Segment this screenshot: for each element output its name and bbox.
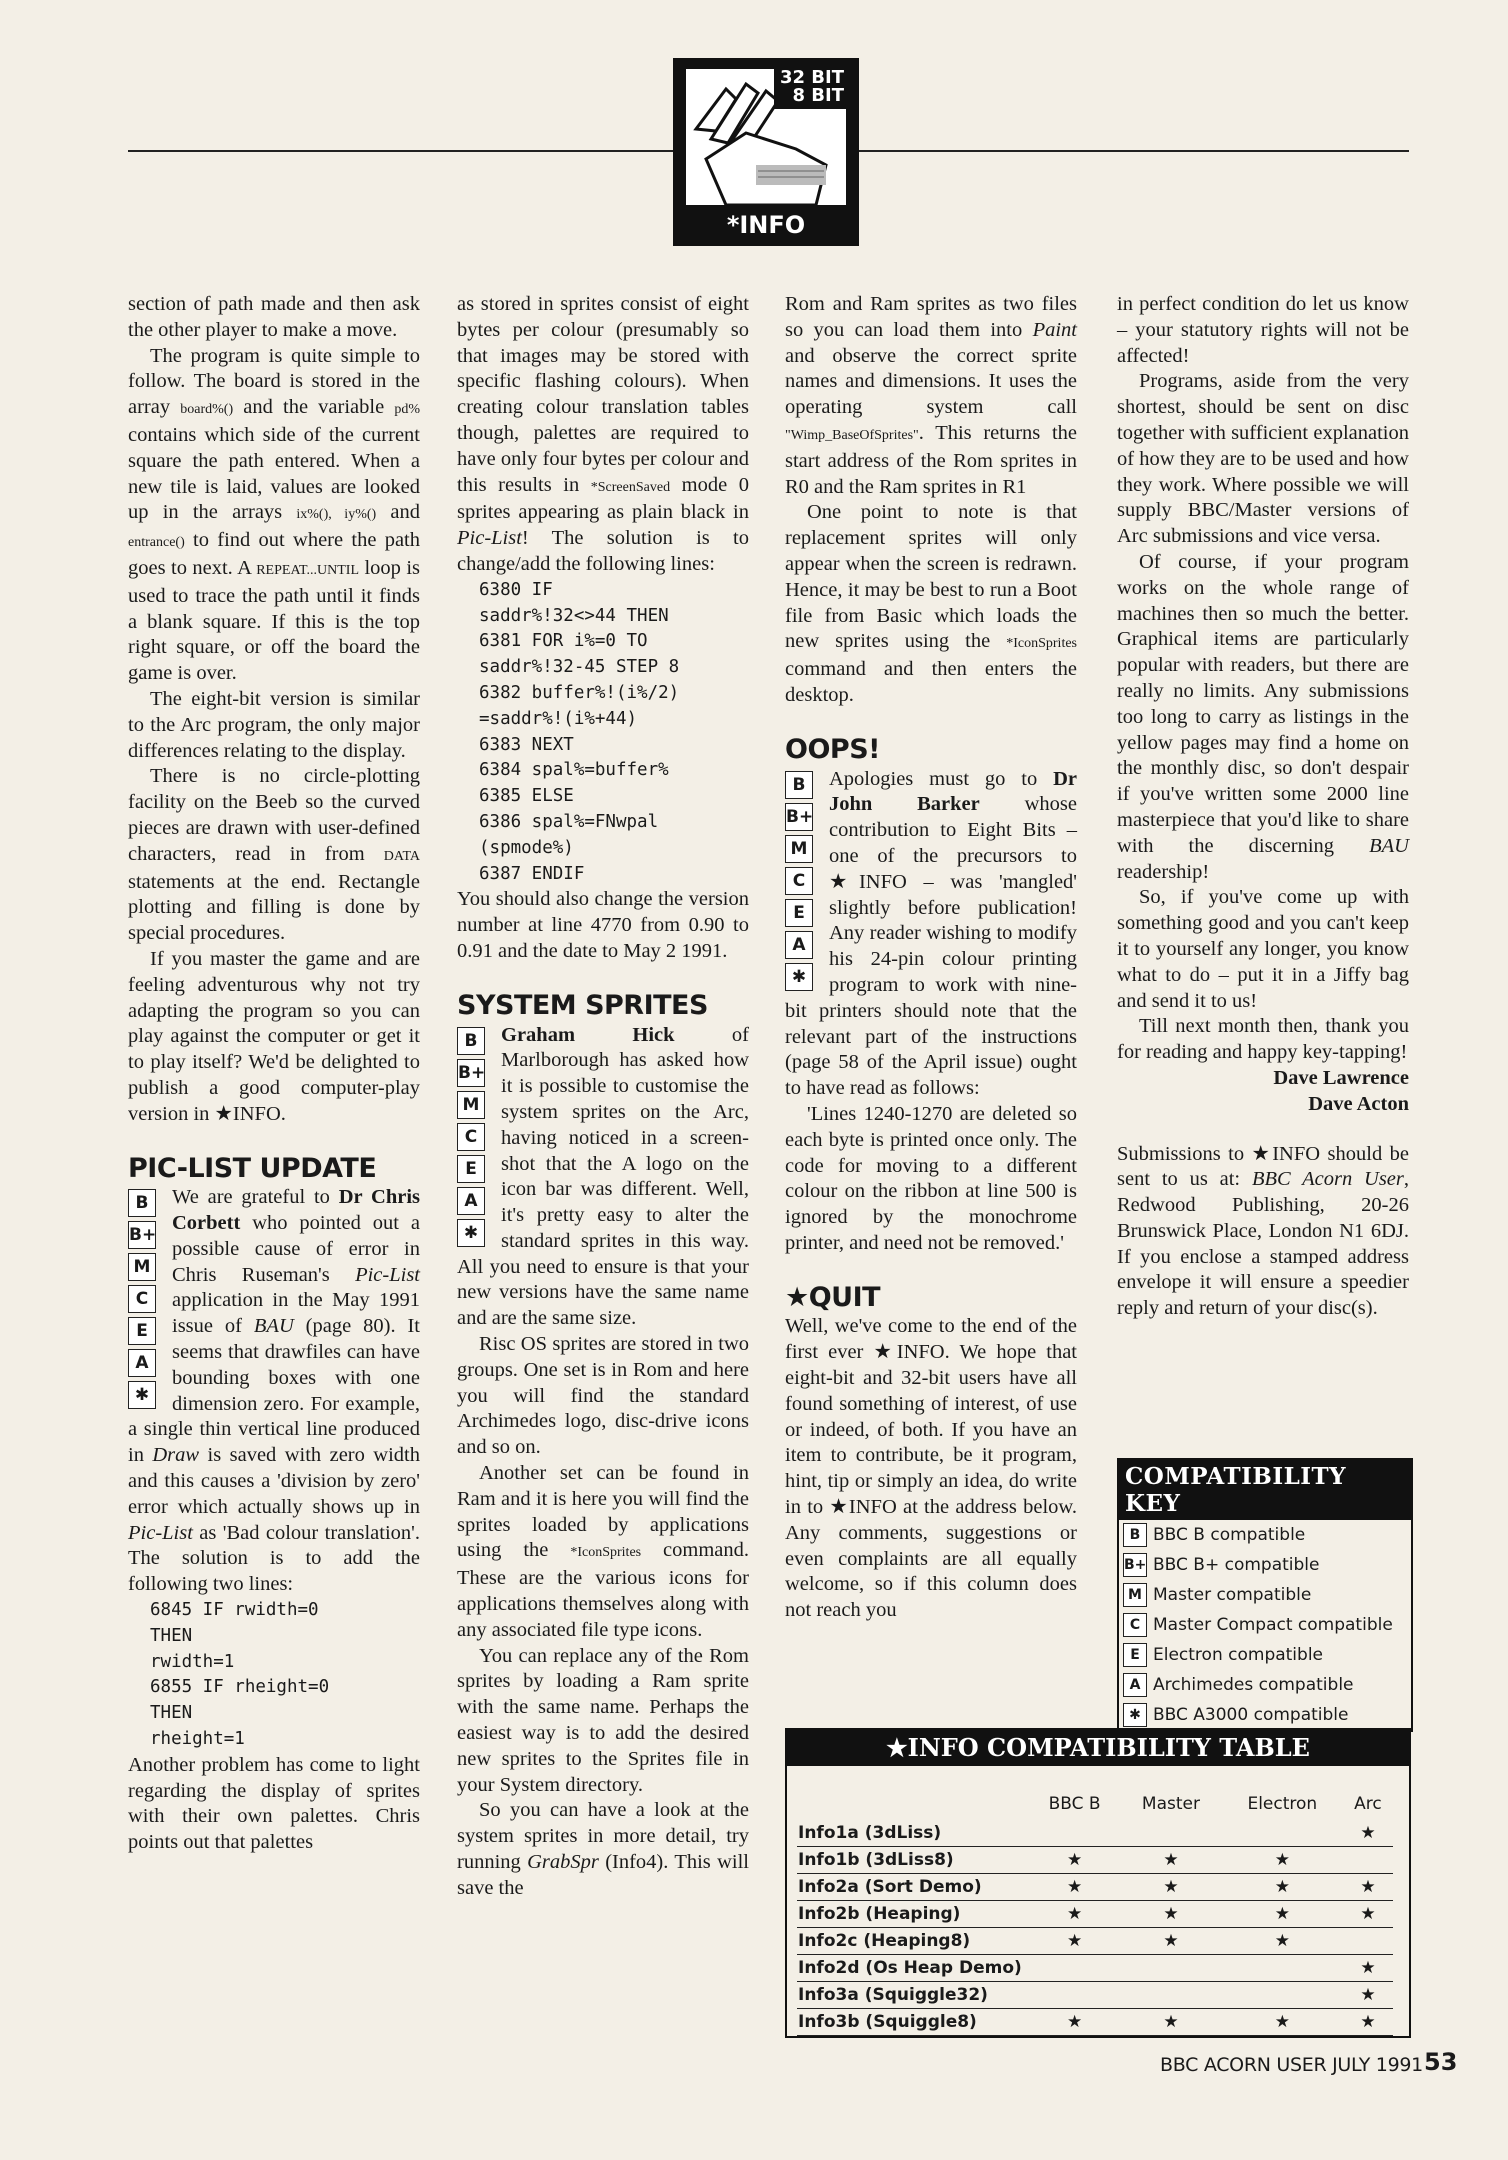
compat-star: ★	[1343, 1874, 1393, 1901]
code-listing: 6380 IF saddr%!32<>44 THEN 6381 FOR i%=0 TO saddr%!32-45 STEP 8 6382 buffer%!(i%/2) =saddr%!(i%+44) 6383 NEXT 6384 spal%=buffer% 6385 ELSE 6386 spal%=FNwpal (spmode%) 6387 ENDIF	[479, 579, 680, 884]
table-row	[797, 1955, 1393, 1982]
compat-star	[1029, 1820, 1120, 1847]
compat-star: ★	[1343, 2009, 1393, 2036]
compat-star: ★	[1222, 1901, 1343, 1928]
badge-e: E	[457, 1155, 485, 1183]
paragraph: Another problem has come to light regarding the display of sprites with their own palettes. Chris points out that palettes	[128, 1753, 420, 1854]
compat-star	[1343, 1847, 1393, 1874]
compat-star: ★	[1120, 1901, 1222, 1928]
program-name: Info3a (Squiggle32)	[797, 1982, 1029, 2009]
compat-star: ★	[1343, 1820, 1393, 1847]
badge-icon: B+	[1123, 1553, 1147, 1577]
badge-c: C	[128, 1285, 156, 1313]
badge-c: C	[457, 1123, 485, 1151]
paragraph: section of path made and then ask the other player to make a move.	[128, 293, 420, 341]
column-2	[457, 292, 749, 1902]
heading-quit: ★QUIT	[785, 1281, 881, 1313]
paragraph: The program is quite simple to follow. The board is stored in the array board%() and the variable pd% contains which side of the current square the path entered. When a new tile is laid, values are looked up in the arrays ix%(), iy%() and entrance() to find out where the path goes to next. A REPEAT...UNTIL loop is used to trace the path until it finds a blank square. If this is the top right square, or off the board the game is over.	[128, 344, 420, 685]
badge-e: E	[785, 899, 813, 927]
compat-star: ★	[1029, 2009, 1120, 2036]
key-row: M Master compatible	[1119, 1580, 1411, 1610]
badge-icon: ✱	[1123, 1703, 1147, 1727]
compat-star	[1120, 1955, 1222, 1982]
heading-pic-list-update: PIC-LIST UPDATE	[128, 1152, 377, 1184]
paragraph: You should also change the version number at line 4770 from 0.90 to 0.91 and the date to May 2 1991.	[457, 888, 749, 962]
compat-star: ★	[1120, 1847, 1222, 1874]
badge-a: A	[128, 1349, 156, 1377]
compat-badges	[457, 1027, 493, 1251]
column-4	[1117, 292, 1409, 1322]
program-name: Info2b (Heaping)	[797, 1901, 1029, 1928]
badge-icon: E	[1123, 1643, 1147, 1667]
paragraph: as stored in sprites consist of eight bytes per colour (presumably so that images may be stored with specific flashing colours). When creating colour translation tables though, palettes are required to have only four bytes per colour and this results in *ScreenSaved mode 0 sprites appearing as plain black in Pic-List! The solution is to change/add the following lines:	[457, 293, 749, 575]
key-row: A Archimedes compatible	[1119, 1670, 1411, 1700]
header-rule-right	[859, 150, 1409, 152]
paragraph: We are grateful to Dr Chris Corbett who pointed out a possible cause of error in Chris Ruseman's Pic-List application in the May 1991 issue of BAU (page 80). It seems that drawfiles can have bounding boxes with one dimension zero. For example, a single thin vertical line produced in Draw is saved with zero width and this causes a 'division by zero' error which actually shows up in Pic-List as 'Bad colour translation'. The solution is to add the following two lines:	[128, 1186, 421, 1596]
heading-system-sprites: SYSTEM SPRITES	[457, 989, 708, 1021]
table-row	[797, 1901, 1393, 1928]
badge-b: B	[457, 1027, 485, 1055]
logo-bits: 32 BIT 8 BIT	[774, 65, 850, 109]
badge-b-plus: B+	[128, 1221, 156, 1249]
compat-star: ★	[1029, 1928, 1120, 1955]
compat-star	[1120, 1820, 1222, 1847]
compat-star: ★	[1120, 1928, 1222, 1955]
paragraph: Rom and Ram sprites as two files so you can load them into Paint and observe the correct sprite names and dimensions. It uses the operating system call "Wimp_BaseOfSprites". This returns the start address of the Rom sprites in R0 and the Ram sprites in R1	[785, 293, 1077, 498]
table-row	[797, 1820, 1393, 1847]
column-1	[128, 292, 420, 1856]
code-listing: 6845 IF rwidth=0 THEN rwidth=1 6855 IF rheight=0 THEN rheight=1	[150, 1600, 330, 1750]
compatibility-table-title: ★INFO COMPATIBILITY TABLE	[787, 1730, 1409, 1766]
heading-oops: OOPS!	[785, 733, 880, 765]
info-logo	[673, 58, 859, 246]
paragraph: So, if you've come up with something good and you can't keep it to yourself any longer, you know what to do – put it in a Jiffy bag and send it to us!	[1117, 886, 1409, 1012]
badge-icon: M	[1123, 1583, 1147, 1607]
paragraph: in perfect condition do let us know – your statutory rights will not be affected!	[1117, 293, 1409, 367]
badge-a: A	[457, 1187, 485, 1215]
paragraph: Apologies must go to Dr John Barker whose contribution to Eight Bits – one of the precursors to ★INFO – was 'mangled' slightly before publication! Any reader wishing to modify his 24-pin colour printing program to work with nine-bit printers should note that the relevant part of the instructions (page 58 of the April issue) ought to have read as follows:	[785, 767, 1077, 1100]
program-name: Info3b (Squiggle8)	[797, 2009, 1029, 2036]
key-row: ✱ BBC A3000 compatible	[1119, 1700, 1411, 1730]
badge-a3000: ✱	[128, 1381, 156, 1409]
compat-star	[1029, 1955, 1120, 1982]
program-name: Info1a (3dLiss)	[797, 1820, 1029, 1847]
paragraph: You can replace any of the Rom sprites by loading a Ram sprite with the same name. Perhaps the easiest way is to add the desired new sprites to the Sprites file in your System directory.	[457, 1644, 749, 1796]
badge-a3000: ✱	[785, 963, 813, 991]
compat-star: ★	[1029, 1847, 1120, 1874]
paragraph: Programs, aside from the very shortest, should be sent on disc together with sufficient explanation of how they are to be used and how they work. Where possible we will supply BBC/Master versions of Arc submissions and vice versa.	[1117, 370, 1409, 548]
compat-table-grid	[797, 1788, 1393, 2036]
program-name: Info2c (Heaping8)	[797, 1928, 1029, 1955]
badge-b-plus: B+	[785, 803, 813, 831]
column-3	[785, 292, 1077, 1624]
table-row	[797, 1982, 1393, 2009]
key-row: C Master Compact compatible	[1119, 1610, 1411, 1640]
compat-star: ★	[1120, 1874, 1222, 1901]
header-rule-left	[128, 150, 673, 152]
program-name: Info2d (Os Heap Demo)	[797, 1955, 1029, 1982]
compat-star: ★	[1222, 1847, 1343, 1874]
badge-icon: B	[1123, 1523, 1147, 1547]
badge-m: M	[785, 835, 813, 863]
table-row	[797, 2009, 1393, 2036]
badge-b: B	[128, 1189, 156, 1217]
compat-badges	[128, 1189, 164, 1413]
badge-b: B	[785, 771, 813, 799]
program-name: Info1b (3dLiss8)	[797, 1847, 1029, 1874]
compat-star: ★	[1029, 1874, 1120, 1901]
key-row: B BBC B compatible	[1119, 1520, 1411, 1550]
compat-star	[1029, 1982, 1120, 2009]
paragraph: If you master the game and are feeling adventurous why not try adapting the program so you can play against the computer or get it to play itself? We'd be delighted to publish a good computer-play version in ★INFO.	[128, 947, 420, 1125]
compat-star: ★	[1222, 1874, 1343, 1901]
compat-star: ★	[1343, 1901, 1393, 1928]
table-row	[797, 1928, 1393, 1955]
key-row: E Electron compatible	[1119, 1640, 1411, 1670]
signature: Dave Acton	[1308, 1092, 1409, 1115]
compat-star: ★	[1029, 1901, 1120, 1928]
logo-label: *INFO	[726, 211, 806, 239]
paragraph: Till next month then, thank you for reading and happy key-tapping!	[1117, 1015, 1409, 1064]
compatibility-table	[785, 1728, 1411, 2038]
compat-star: ★	[1120, 2009, 1222, 2036]
badge-m: M	[128, 1253, 156, 1281]
compat-star	[1343, 1928, 1393, 1955]
compatibility-key	[1117, 1458, 1413, 1732]
paragraph: Graham Hick of Marlborough has asked how it is possible to customise the system sprites on the Arc, having noticed in a screen-shot that the A logo on the icon bar was different. Well, it's pretty easy to alter the standard sprites in this way. All you need to ensure is that your new versions have the same name and are the same size.	[457, 1023, 749, 1330]
key-row: B+ BBC B+ compatible	[1124, 1555, 1320, 1575]
paragraph: Of course, if your program works on the whole range of machines then so much the better. Graphical items are particularly popular with readers, but there are really no limits. Any submissions too long to carry as listings in the yellow pages may find a home on the monthly disc, so don't despair if you've written some 2000 line masterpiece that you'd like to share with the discerning BAU readership!	[1117, 550, 1409, 883]
paragraph: 'Lines 1240-1270 are deleted so each byte is printed once only. The code for moving to a different colour on the ribbon at line 500 is ignored by the monochrome printer, and need not be removed.'	[785, 1102, 1077, 1254]
paragraph: There is no circle-plotting facility on the Beeb so the curved pieces are drawn with user-defined characters, read in from DATA statements at the end. Rectangle plotting and filling is done by special procedures.	[128, 765, 420, 945]
page-number: 53	[1424, 2048, 1458, 2076]
paragraph: One point to note is that replacement sprites will only appear when the screen is redrawn. Hence, it may be best to run a Boot file from Basic which loads the new sprites using the *IconSprites command and then enters the desktop.	[785, 501, 1077, 706]
compat-star: ★	[1343, 1982, 1393, 2009]
badge-m: M	[457, 1091, 485, 1119]
badge-icon: C	[1123, 1613, 1147, 1637]
paragraph: Submissions to ★INFO should be sent to us at: BBC Acorn User, Redwood Publishing, 20-26 Brunswick Place, London N1 6DJ. If you enclose a stamped address envelope it will ensure a speedier reply and return of your disc(s).	[1117, 1142, 1409, 1320]
badge-a: A	[785, 931, 813, 959]
paragraph: The eight-bit version is similar to the Arc program, the only major differences relating to the display.	[128, 687, 420, 762]
compat-star	[1120, 1982, 1222, 2009]
compat-star	[1222, 1820, 1343, 1847]
compat-star: ★	[1222, 2009, 1343, 2036]
table-row	[797, 1847, 1393, 1874]
compat-star: ★	[1222, 1928, 1343, 1955]
paragraph: Another set can be found in Ram and it is here you will find the sprites loaded by applications using the *IconSprites command. These are the various icons for applications themselves along with any associated file type icons.	[457, 1462, 750, 1641]
badge-e: E	[128, 1317, 156, 1345]
badge-b-plus: B+	[457, 1059, 485, 1087]
badge-a3000: ✱	[457, 1219, 485, 1247]
compat-badges	[785, 771, 821, 995]
compatibility-key-title: COMPATIBILITY KEY	[1119, 1460, 1411, 1520]
paragraph: Risc OS sprites are stored in two groups. One set is in Rom and here you will find the standard Archimedes logo, disc-drive icons and so on.	[457, 1333, 749, 1459]
signature: Dave Lawrence	[1273, 1066, 1409, 1089]
compat-star	[1222, 1982, 1343, 2009]
badge-c: C	[785, 867, 813, 895]
paragraph: So you can have a look at the system sprites in more detail, try running GrabSpr (Info4). This will save the	[457, 1799, 749, 1899]
compat-star: ★	[1343, 1955, 1393, 1982]
paragraph: Well, we've come to the end of the first ever ★INFO. We hope that eight-bit and 32-bit users have all found something of interest, of use or indeed, of both. If you have an item to contribute, be it program, hint, tip or simply an idea, do write in to ★INFO at the address below. Any comments, suggestions or even complaints are all equally welcome, so if this column does not reach you	[785, 1315, 1077, 1622]
compat-star	[1222, 1955, 1343, 1982]
table-row	[797, 1874, 1393, 1901]
badge-icon: A	[1123, 1673, 1147, 1697]
magazine-footer: BBC ACORN USER JULY 1991	[1160, 2054, 1423, 2076]
table-header-row: BBC B Master Electron Arc	[1048, 1794, 1382, 1814]
program-name: Info2a (Sort Demo)	[797, 1874, 1029, 1901]
